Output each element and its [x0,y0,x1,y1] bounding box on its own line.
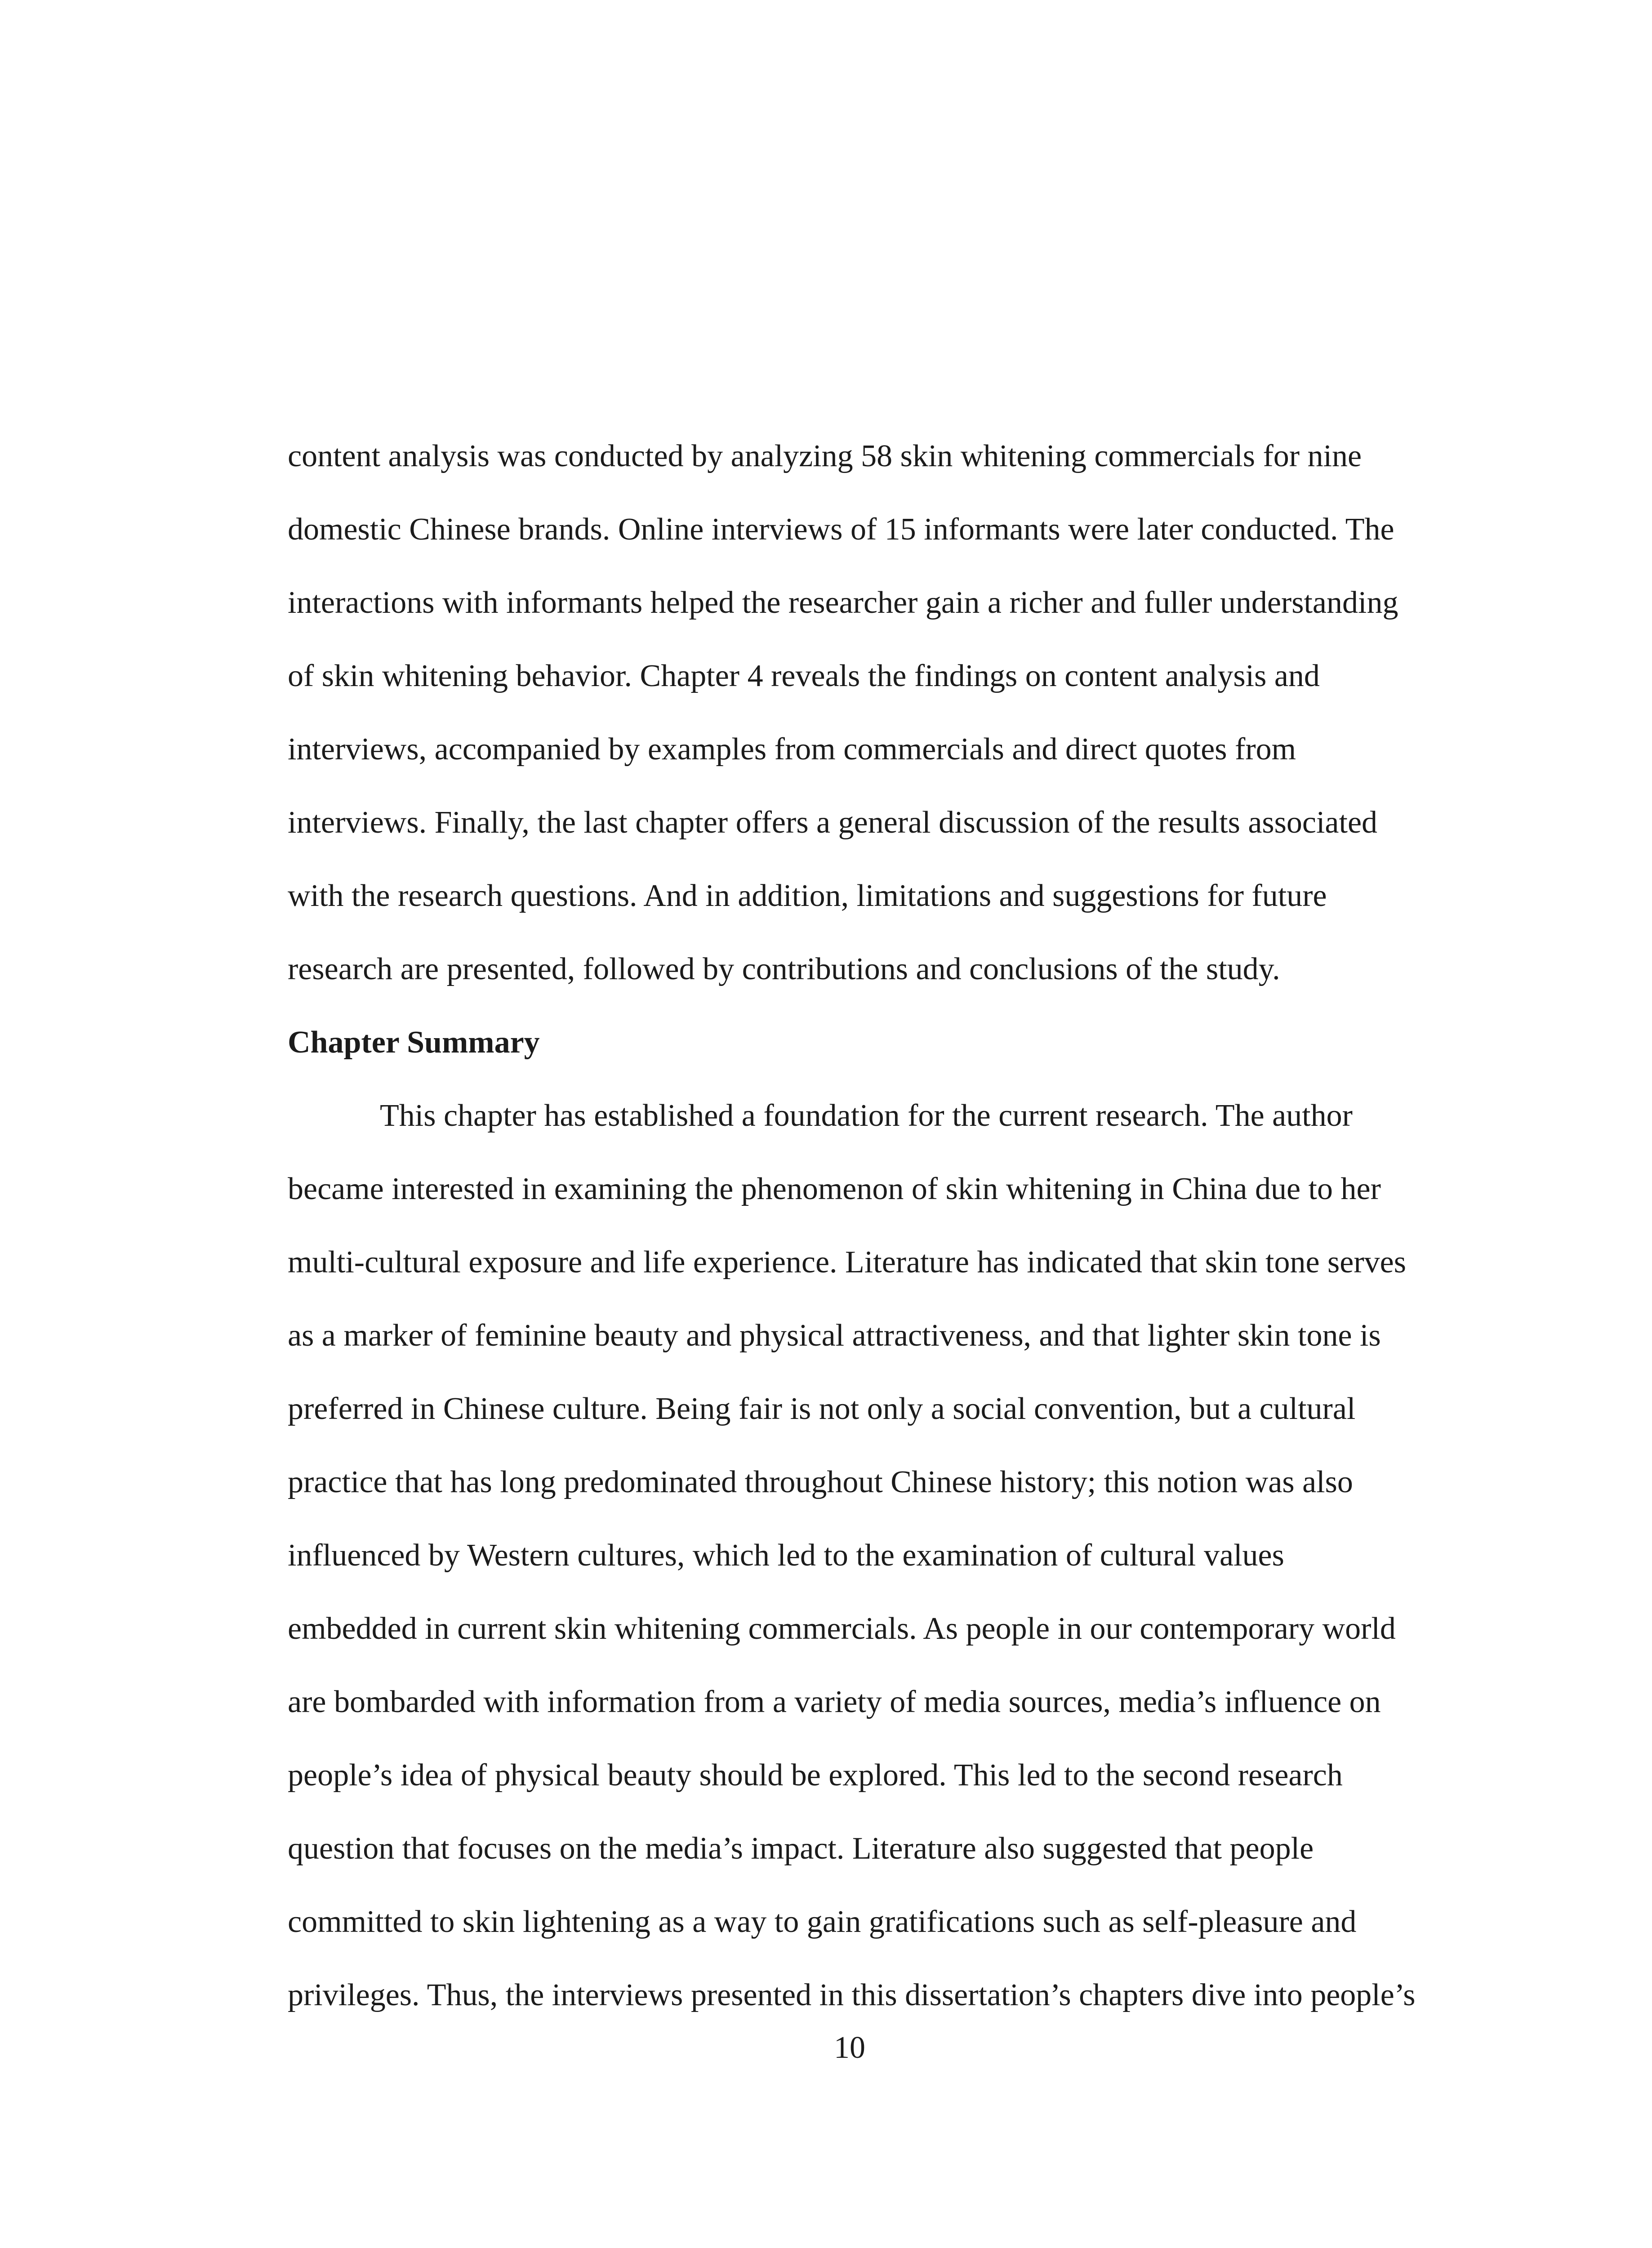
body-text-line: privileges. Thus, the interviews presented in this dissertation’s chapters dive into people’s [288,1978,1416,2012]
body-text-line: multi-cultural exposure and life experience. Literature has indicated that skin tone serves [288,1245,1406,1280]
body-text-line: became interested in examining the phenomenon of skin whitening in China due to her [288,1172,1381,1206]
page-number: 10 [834,2030,865,2065]
body-text-line: content analysis was conducted by analyzing 58 skin whitening commercials for nine [288,439,1362,473]
body-text-line: of skin whitening behavior. Chapter 4 reveals the findings on content analysis and [288,659,1320,693]
body-text-line: research are presented, followed by contributions and conclusions of the study. [288,952,1280,986]
body-text-line: practice that has long predominated throughout Chinese history; this notion was also [288,1465,1353,1499]
body-text-line: as a marker of feminine beauty and physical attractiveness, and that lighter skin tone is [288,1318,1381,1353]
body-text-line: committed to skin lightening as a way to gain gratifications such as self-pleasure and [288,1905,1357,1939]
body-text-line: preferred in Chinese culture. Being fair is not only a social convention, but a cultural [288,1392,1356,1426]
body-text-line: influenced by Western cultures, which led to the examination of cultural values [288,1538,1284,1573]
section-heading: Chapter Summary [288,1025,540,1060]
body-text-line: domestic Chinese brands. Online interviews of 15 informants were later conducted. The [288,512,1394,547]
body-text-line: people’s idea of physical beauty should be explored. This led to the second research [288,1758,1343,1793]
body-text-line: with the research questions. And in addition, limitations and suggestions for future [288,879,1327,913]
body-text-line: interviews. Finally, the last chapter offers a general discussion of the results associated [288,805,1378,840]
body-text-line: are bombarded with information from a variety of media sources, media’s influence on [288,1685,1381,1719]
body-text-line: question that focuses on the media’s impact. Literature also suggested that people [288,1831,1314,1866]
body-text-line: interactions with informants helped the researcher gain a richer and fuller understanding [288,585,1398,620]
body-text-line: interviews, accompanied by examples from commercials and direct quotes from [288,732,1296,767]
body-text-line: embedded in current skin whitening commercials. As people in our contemporary world [288,1611,1396,1646]
body-text-line: This chapter has established a foundation for the current research. The author [380,1098,1353,1133]
